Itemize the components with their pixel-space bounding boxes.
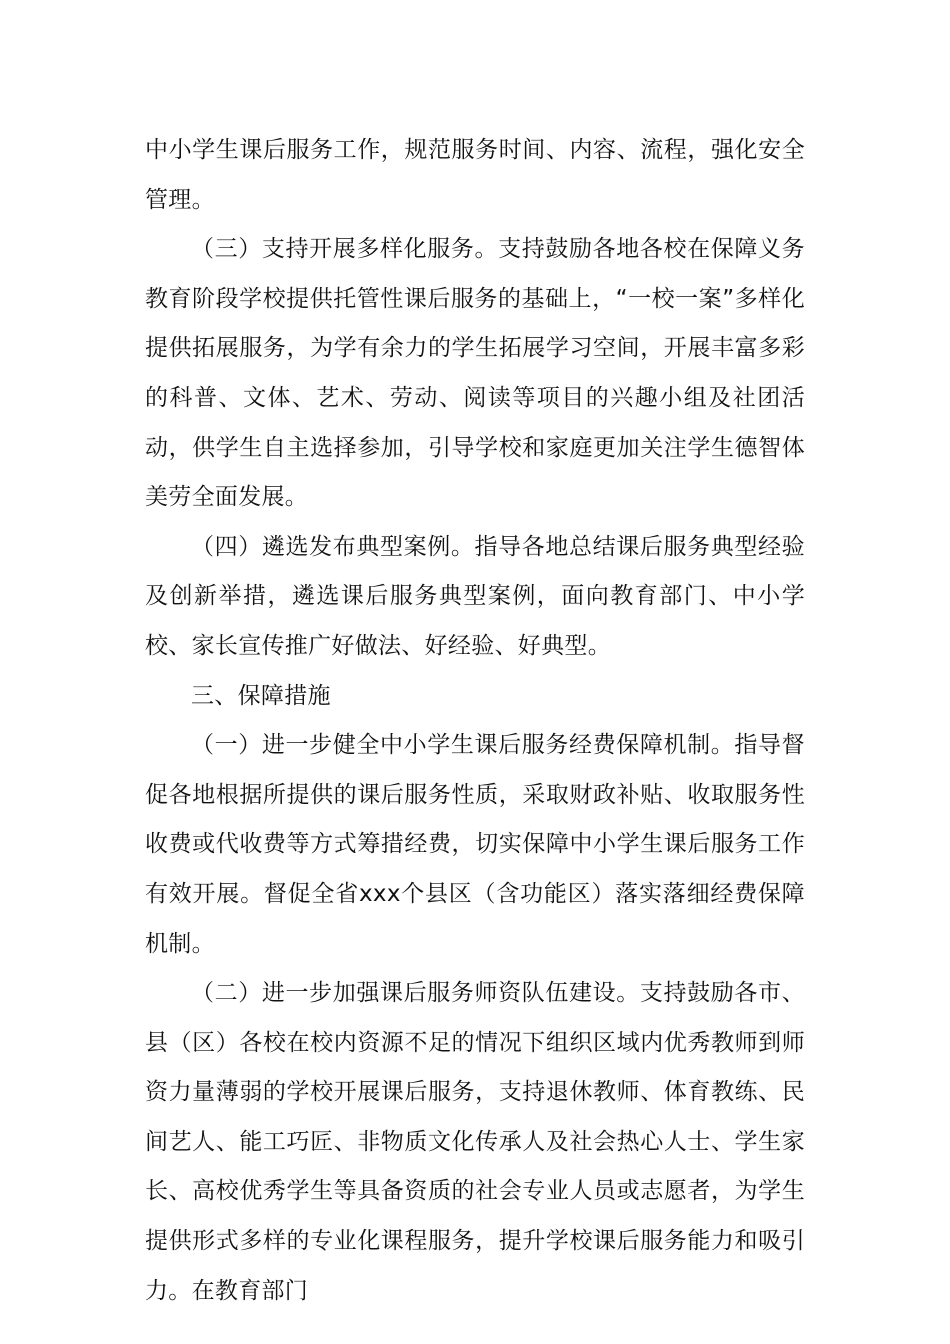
paragraph-teacher-team: （二）进一步加强课后服务师资队伍建设。支持鼓励各市、县（区）各校在校内资源不足的情况下组织区域内优秀教师到师资力量薄弱的学校开展课后服务，支持退休教师、体育教练、民间艺人、能工巧匠、非物质文化传承人及社会热心人士、学生家长、高校优秀学生等具备资质的社会专业人员或志愿者，为学生提供形式多样的专业化课程服务，提升学校课后服务能力和吸引力。在教育部门 xyxy=(145,980,805,1304)
paragraph-diversified-services: （三）支持开展多样化服务。支持鼓励各地各校在保障义务教育阶段学校提供托管性课后服务的基础上，“一校一案”多样化提供拓展服务，为学有余力的学生拓展学习空间，开展丰富多彩的科普、文体、艺术、劳动、阅读等项目的兴趣小组及社团活动，供学生自主选择参加，引导学校和家庭更加关注学生德智体美劳全面发展。 xyxy=(145,236,805,511)
paragraph-funding-mechanism: （一）进一步健全中小学生课后服务经费保障机制。指导督促各地根据所提供的课后服务性质，采取财政补贴、收取服务性收费或代收费等方式筹措经费，切实保障中小学生课后服务工作有效开展。督促全省xxx个县区（含功能区）落实落细经费保障机制。 xyxy=(145,732,805,957)
paragraph-typical-cases: （四）遴选发布典型案例。指导各地总结课后服务典型经验及创新举措，遴选课后服务典型案例，面向教育部门、中小学校、家长宣传推广好做法、好经验、好典型。 xyxy=(145,533,805,659)
paragraph-continuation: 中小学生课后服务工作，规范服务时间、内容、流程，强化安全管理。 xyxy=(145,137,805,213)
document-body xyxy=(145,126,805,1316)
section-heading-safeguards: 三、保障措施 xyxy=(191,682,331,709)
